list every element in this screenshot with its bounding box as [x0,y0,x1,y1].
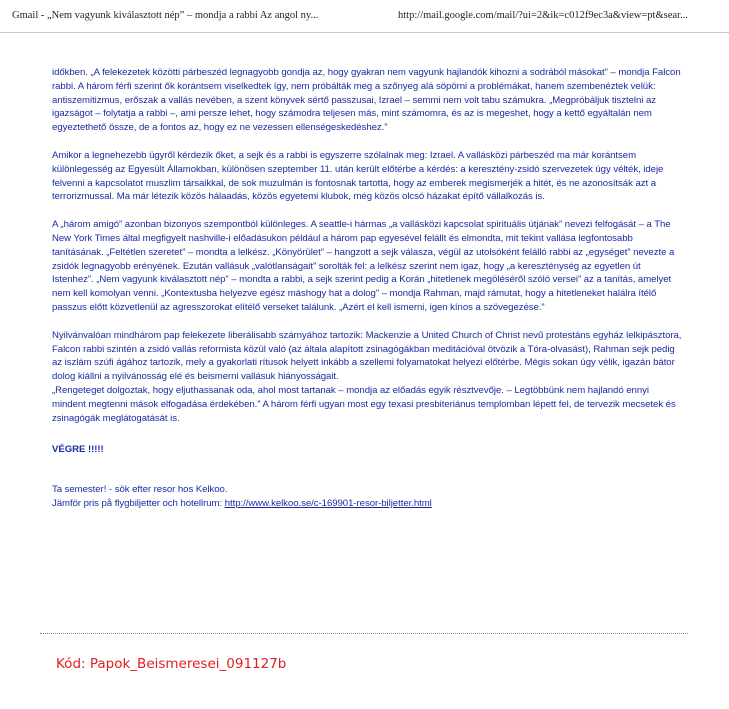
paragraph-1: időkben. „A felekezetek közötti párbeszéd legnagyobb gondja az, hogy gyakran nem vagyunk hajlandók kihozni a sodrából másokat” – mondja Falcon rabbi. A három férfi szerint ők korántsem viselkedtek így, nem próbálták meg a szőnyeg alá söpörni a problémákat, hanem szembenéztek velük: antiszemitizmus, erőszak a vallás nevében, a szent könyvek sértő passzusai, Izrael – semmi nem volt tabu számukra. „Megpróbáljuk tisztelni az igazságot – folytatja a rabbi –, ami persze lehet, hogy számodra teljesen más, mint számomra, és az is megeshet, hogy a kettő egyáltalán nem egyeztethető össze, de a fontos az, hogy ez ne vezessen ellenségeskedéshez.” [52,67,681,134]
footer-dotted-rule [40,633,688,634]
email-body [52,66,684,511]
ad-line-1: Ta semester! - sök efter resor hos Kelkoo. [52,484,228,496]
ad-line-2 [52,497,684,511]
print-header-title: Gmail - „Nem vagyunk kiválasztott nép” – mondja a rabbi Az angol ny... [12,10,319,21]
paragraph-2: Amikor a legnehezebb ügyről kérdezik őket, a sejk és a rabbi is egyszerre szólalnak meg: Izrael. A vallásközi párbeszéd ma már korántsem különlegesség az Egyesült Államokban, különösen szeptember 11. után került előtérbe a kérdés: a keresztény-zsidó szervezetek úgy vélték, ideje felvenni a kapcsolatot muszlim társaikkal, de sok muzulmán is fontosnak tartotta, hogy az emberek megismerjék a hitét, és ne azonosítsák azt a terrorizmussal. Ma már létezik közös hálaadás, közös egyetemi klubok, még közös olcsó házakat építő vállalkozás is. [52,149,664,203]
scan-artifact-line [0,32,729,33]
closing-exclamation: VÉGRE !!!!! [52,444,104,456]
ad-line-2-prefix: Jämför pris på flygbiljetter och hotellrum: [52,497,225,509]
ad-link[interactable]: http://www.kelkoo.se/c-169901-resor-biljetter.html [224,497,432,509]
document-code-stamp: Kód: Papok_Beismeresei_091127b [56,656,287,672]
paragraph-4a: Nyilvánvalóan mindhárom pap felekezete liberálisabb szárnyához tartozik: Mackenzie a United Church of Christ nevű protestáns egyház lelkipásztora, Falcon rabbi szintén a zsidó vallás reformista közül való (az általa alapított zsinagógákban meditációval ötvözik a Tóra-olvasást), Rahman sejk pedig az iszlám szúfi ágához tartozik, mely a gyakorlati rítusok helyett inkább a szellemi folyamatokat helyezi előtérbe. Mégis sokan úgy vélik, igazán bátor dolog kiállni a nyilvánosság elé és beismerni vallásuk hiányosságait. [52,329,682,383]
print-header-url: http://mail.google.com/mail/?ui=2&ik=c012f9ec3a&view=pt&sear... [398,10,688,21]
paragraph-3: A „három amigó” azonban bizonyos szempontból különleges. A seattle-i hármas „a vallásközi kapcsolat spirituális útjának” nevezi felfogását – a The New York Times által megfigyelt nashville-i előadásukon például a három pap egyesével felállt és elmondta, mit tekint vallása legfontosabb tanításának. „Feltétlen szeretet” – mondta a lelkész. „Könyörület” – hangzott a sejk válasza, végül az utolsóként felálló rabbi az „egységet” nevezte a zsidók legnagyobb erényének. Ezután vallásuk „valótlanságait” sorolták fel: a lelkész szerint nem igaz, hogy „a kereszténység az egyetlen út Istenhez”. „Nem vagyunk kiválasztott nép” – mondta a rabbi, a sejk szerint pedig a Korán „hitetlenek megöléséről szóló versei” az a tanítás, amelyet nem kell komolyan venni. „Kontextusba helyezve egész máshogy hat a dolog” – mondja Rahman, majd rámutat, hogy a hitetleneket halálra ítélő passzus előtt közvetlenül az agresszorokat elítélő verseket találunk. „Azért el kell ismerni, igen kínos a szövegezése.” [52,219,675,313]
print-header [12,8,724,24]
paragraph-4b: „Rengeteget dolgoztak, hogy eljuthassanak oda, ahol most tartanak – mondja az előadás egyik résztvevője. – Legtöbbünk nem hajlandó ennyi mindent megtenni mások elfogadása érdekében.” A három férfi ugyan most egy texasi presbiteriánus templomban lépett fel, de tervezik mecsetek és zsinagógák meglátogatását is. [52,384,676,424]
